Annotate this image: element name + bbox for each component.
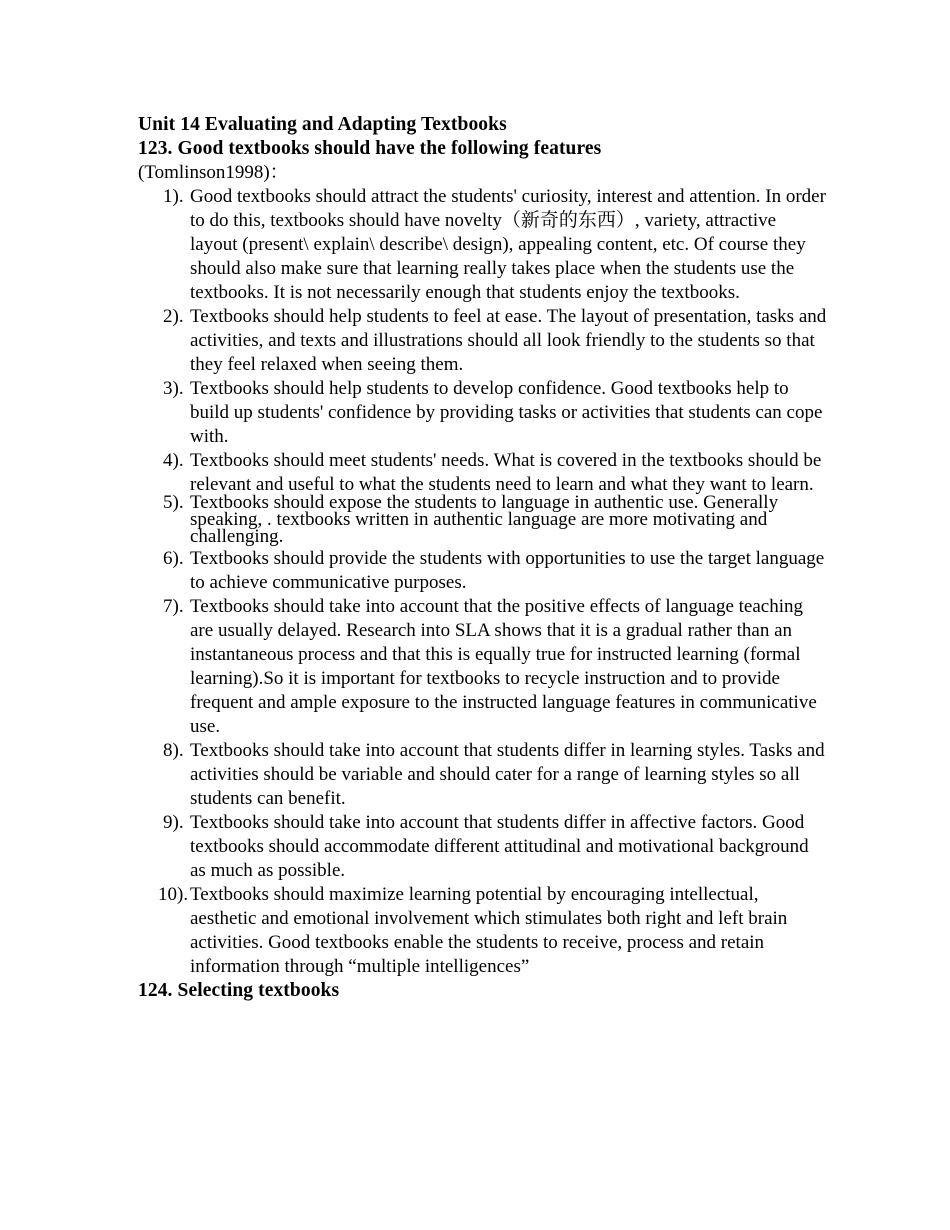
list-item-text: Textbooks should help students to feel at ease. The layout of presentation, tasks and activities, and texts and illustrations should all look friendly to the students so that they feel relaxed when seeing them. — [190, 306, 827, 375]
list-item-marker: 9). — [163, 812, 184, 833]
list-item-text: Textbooks should provide the students with opportunities to use the target language to achieve communicative purposes. — [190, 548, 825, 593]
list-item — [138, 547, 828, 595]
list-item — [138, 595, 828, 739]
list-item-text: Textbooks should take into account that students differ in learning styles. Tasks and activities should be variable and should cater for a range of learning styles so all students can benefit. — [190, 740, 825, 809]
list-item-marker: 2). — [163, 306, 184, 327]
document-body — [138, 113, 828, 1003]
list-item-text: Textbooks should meet students' needs. What is covered in the textbooks should be relevant and useful to what the students need to learn and what they want to learn. — [190, 450, 822, 495]
list-item — [138, 449, 828, 497]
list-item-marker: 5). — [163, 492, 184, 513]
section-heading: 123. Good textbooks should have the following features — [138, 138, 602, 159]
list-item-text: Good textbooks should attract the students' curiosity, interest and attention. In order to do this, textbooks should have novelty（新奇的东西）, variety, attractive layout (present\ explain\ describe\ design), appealing content, etc. Of course they should also make sure that learning really takes place when the students use the textbooks. It is not necessarily enough that students enjoy the textbooks. — [190, 186, 826, 303]
list-item — [138, 883, 828, 979]
list-item-marker: 10). — [158, 884, 189, 905]
list-item — [138, 185, 828, 305]
features-list — [138, 185, 828, 979]
list-item-text: Textbooks should take into account that the positive effects of language teaching are usually delayed. Research into SLA shows that it is a gradual rather than an instantaneous process and that this is equally true for instructed learning (formal learning).So it is important for textbooks to recycle instruction and to provide frequent and ample exposure to the instructed language features in communicative use. — [190, 596, 817, 737]
list-item — [138, 811, 828, 883]
list-item-marker: 3). — [163, 378, 184, 399]
list-item-text: Textbooks should help students to develop confidence. Good textbooks help to build up students' confidence by providing tasks or activities that students can cope with. — [190, 378, 823, 447]
list-item-marker: 1). — [163, 186, 184, 207]
list-item-marker: 6). — [163, 548, 184, 569]
list-item-text: Textbooks should maximize learning potential by encouraging intellectual, aesthetic and emotional involvement which stimulates both right and left brain activities. Good textbooks enable the students to receive, process and retain information through “multiple intelligences” — [190, 884, 788, 977]
list-item-text: Textbooks should expose the students to language in authentic use. Generally speaking, . textbooks written in authentic language are more motivating and challenging. — [190, 492, 779, 547]
list-item — [138, 739, 828, 811]
list-item-text: Textbooks should take into account that students differ in affective factors. Good textbooks should accommodate different attitudinal and motivational background as much as possible. — [190, 812, 809, 881]
list-item-marker: 7). — [163, 596, 184, 617]
list-item — [138, 377, 828, 449]
list-item-marker: 8). — [163, 740, 184, 761]
unit-heading: Unit 14 Evaluating and Adapting Textbooks — [138, 114, 507, 135]
citation-line: (Tomlinson1998)： — [138, 162, 289, 183]
list-item — [138, 494, 828, 545]
list-item — [138, 305, 828, 377]
list-item-marker: 4). — [163, 450, 184, 471]
next-section-heading: 124. Selecting textbooks — [138, 980, 340, 1001]
